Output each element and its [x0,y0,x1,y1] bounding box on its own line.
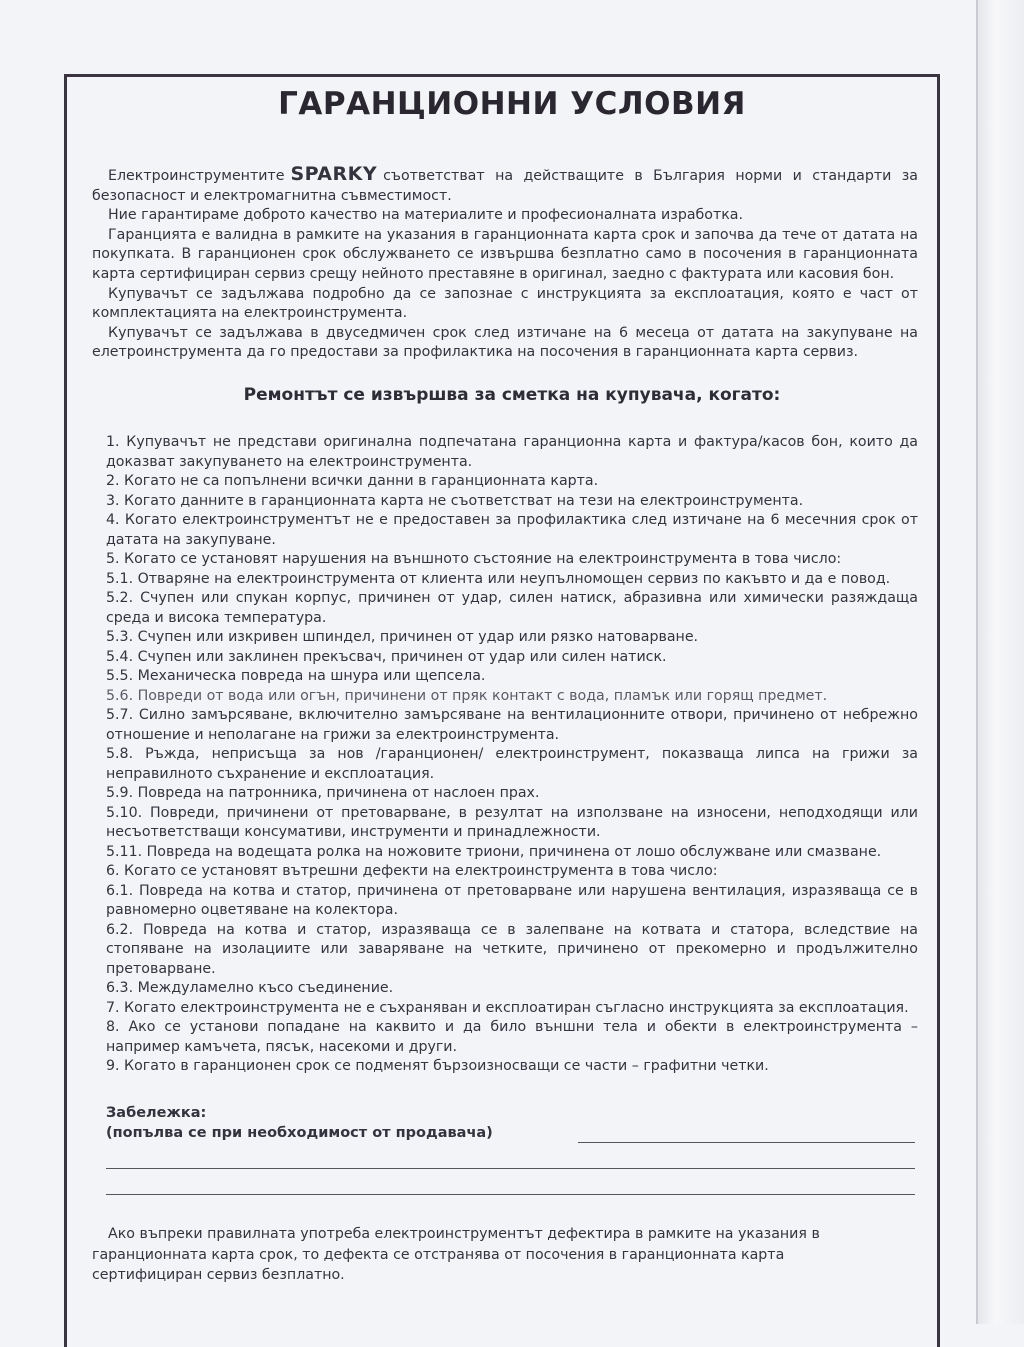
page-title: ГАРАНЦИОННИ УСЛОВИЯ [278,86,746,122]
intro-text-before-brand: Електроинструментите [108,168,285,184]
list-item: 9. Когато в гаранционен срок се подменят бързоизносващи се части – графитни четки. [106,1058,769,1074]
final-text: Ако въпреки правилната употреба електроинструментът дефектира в рамките на указания в гаранционната карта срок, то дефекта се отстранява от посочения в гаранционната карта сертифициран сервиз безплатно. [92,1226,820,1283]
note-label: Забележка: [106,1105,207,1121]
list-item: 5.10. Повреди, причинени от претоварване, в резултат на използване на износени, неподходящи или несъответстващи консумативи, инструменти и принадлежности. [106,804,918,840]
intro-paragraph-2: Ние гарантираме доброто качество на материалите и професионалната изработка. [108,207,743,224]
intro-section [92,165,918,363]
list-item: 3. Когато данните в гаранционната карта не съответстват на тези на електроинструмента. [106,492,804,509]
list-item: 4. Когато електроинструментът не е предоставен за профилактика след изтичане на 6 месечния срок от датата на закупуване. [106,512,918,548]
list-item: 6.2. Повреда на котва и статор, изразяваща се в залепване на котвата и статора, вследствие на стопяване на изолациите или заваряване на четките, причинено от прекомерно и продължително претоварване. [106,921,918,977]
list-item: 6.1. Повреда на котва и статор, причинена от претоварване или нарушена вентилация, изразяваща се в равномерно оцветяване на колектора. [106,882,918,918]
list-item: 7. Когато електроинструмента не е съхраняван и експлоатиран съгласно инструкцията за експлоатация. [106,999,909,1016]
intro-text-after-brand: съответстват на действащите в България норми и стандарти за безопасност и електромагнитна съвместимост. [92,168,918,204]
note-hint: (попълва се при необходимост от продавача) [106,1125,493,1141]
note-line [106,1168,915,1169]
note-line [578,1142,915,1143]
page-edge [976,0,1024,1324]
list-item: 6. Когато се установят вътрешни дефекти на електроинструмента в това число: [106,863,718,879]
list-item: 2. Когато не са попълнени всички данни в гаранционната карта. [106,473,599,489]
list-item: 5.9. Повреда на патронника, причинена от наслоен прах. [106,785,540,801]
list-item: 6.3. Междуламелно късо съединение. [106,980,394,996]
list-item: 5.3. Счупен или изкривен шпиндел, причинен от удар или рязко натоварване. [106,629,699,645]
list-item: 1. Купувачът не представи оригинална подпечатана гаранционна карта и фактура/касов бон, които да доказват закупуването на електроинструмента. [106,434,918,470]
list-item: 5.5. Механическа повреда на шнура или щепсела. [106,668,486,684]
intro-paragraph-3: Гаранцията е валидна в рамките на указания в гаранционната карта срок и започва да тече от датата на покупката. В гаранционен срок обслужването се извършва безплатно само в посочения в гаранционната карта сертифициран сервиз срещу нейното преставяне в оригинал, заедно с фактурата или касовия бон. [92,226,918,282]
list-item: 8. Ако се установи попадане на каквито и да било външни тела и обекти в електроинструмента – например камъчета, пясък, насекоми и други. [106,1019,918,1055]
list-item: 5.2. Счупен или спукан корпус, причинен от удар, силен натиск, абразивна или химически разяждаща среда и висока температура. [106,590,918,626]
list-item: 5.11. Повреда на водещата ролка на ножовите триони, причинена от лошо обслужване или смазване. [106,843,882,860]
note-section [106,1103,493,1143]
conditions-list [106,433,918,1077]
section-heading: Ремонтът се извършва за сметка на купувача, когато: [243,385,781,405]
list-item: 5.1. Отваряне на електроинструмента от клиента или неупълномощен сервиз по какъвто и да е повод. [106,570,891,587]
list-item: 5.7. Силно замърсяване, включително замърсяване на вентилационните отвори, причинено от небрежно отношение и неполагане на грижи за електроинструмента. [106,707,918,743]
brand-name: SPARKY [290,163,378,185]
list-item: 5.4. Счупен или заклинен прекъсвач, причинен от удар или силен натиск. [106,648,667,665]
list-item: 5.8. Ръжда, неприсъща за нов /гаранционен/ електроинструмент, показваща липса на грижи за неправилното съхранение и експлоатация. [106,746,918,782]
intro-paragraph-1 [92,165,918,206]
note-line [106,1194,915,1195]
intro-paragraph-5: Купувачът се задължава в двуседмичен срок след изтичане на 6 месеца от датата на закупуване на елетроинструмента да го предостави за профилактика на посочения в гаранционната карта сервиз. [92,324,918,361]
list-item: 5.6. Повреди от вода или огън, причинени от пряк контакт с вода, пламък или горящ предмет. [106,687,828,704]
final-paragraph [92,1224,892,1286]
intro-paragraph-4: Купувачът се задължава подробно да се запознае с инструкцията за експлоатация, която е част от комплектацията на електроинструмента. [92,285,918,322]
list-item: 5. Когато се установят нарушения на външното състояние на електроинструмента в това число: [106,551,842,567]
